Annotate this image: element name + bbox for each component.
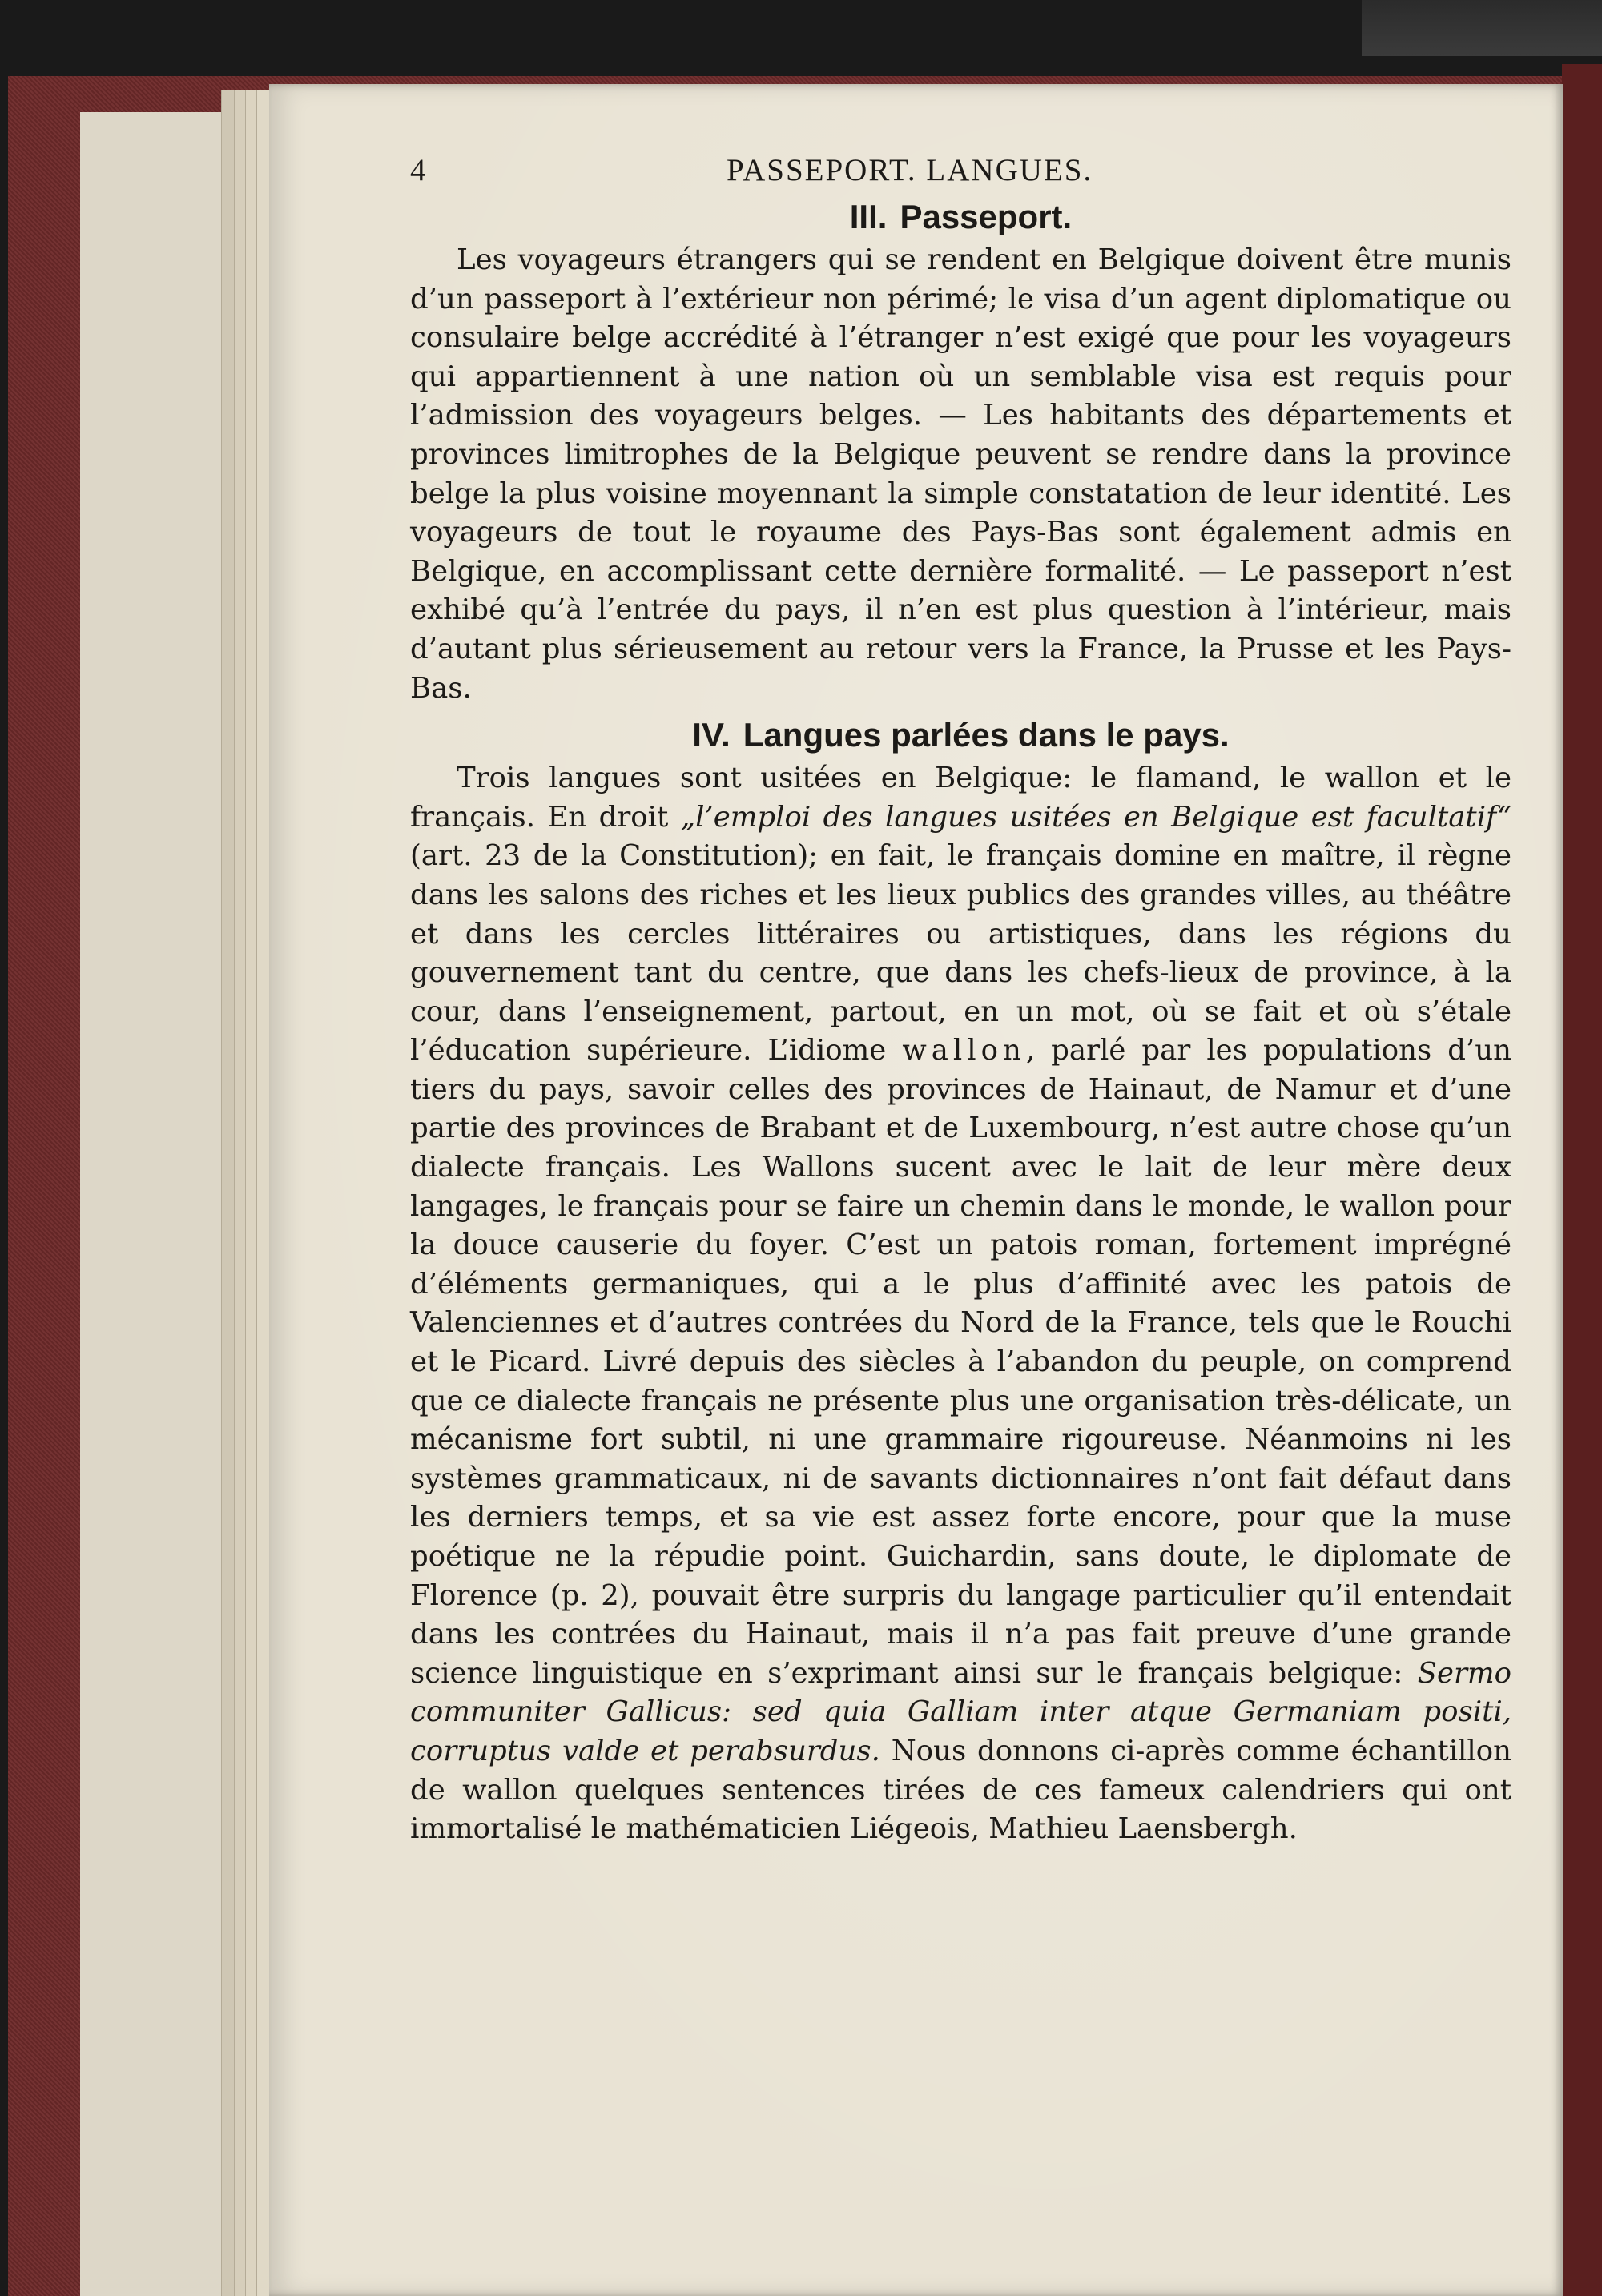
section-title: Passeport. bbox=[900, 198, 1073, 235]
page-number: 4 bbox=[410, 153, 427, 187]
latin-quote: Sermo communiter Gallicus: sed quia Galliam inter atque Germaniam positi, corruptus valde et perabsurdus. bbox=[410, 1656, 1511, 1767]
section-heading-passeport bbox=[410, 193, 1511, 241]
running-title: PASSEPORT. LANGUES. bbox=[727, 153, 1093, 187]
quote-constitution: „l’emploi des langues usitées en Belgique est facultatif“ bbox=[680, 800, 1511, 834]
paragraph-passeport: Les voyageurs étrangers qui se rendent en Belgique doivent être munis d’un passeport à l’extérieur non périmé; le visa d’un agent diplomatique ou consulaire belge accrédité à l’étranger n’est exigé que pour les voyageurs qui appartiennent à une nation où un semblable visa est requis pour l’admission des voyageurs belges. — Les habitants des départements et provinces limitrophes de la Belgique peuvent se rendre dans la province belge la plus voisine moyennant la simple constatation de leur identité. Les voyageurs de tout le royaume des Pays-Bas sont également admis en Belgique, en accomplissant cette dernière formalité. — Le passeport n’est exhibé qu’à l’entrée du pays, il n’en est plus question à l’intérieur, mais d’autant plus sérieusement au retour vers la France, la Prusse et les Pays-Bas. bbox=[410, 243, 1511, 705]
paragraph-langues bbox=[410, 759, 1511, 1849]
text-run: Trois langues sont usitées en Belgique: le flamand, le wallon et le français. En droit bbox=[410, 762, 1511, 834]
section-title: Langues parlées dans le pays. bbox=[743, 716, 1230, 754]
book-cover-edge bbox=[1562, 64, 1602, 2296]
running-head bbox=[410, 148, 1511, 193]
section-heading-langues bbox=[410, 711, 1511, 759]
text-run: (art. 23 de la Constitution); en fait, le français domine en maître, il règne dans les salons des riches et les lieux publics des grandes villes, au théâtre et dans les cercles littéraires ou artistiques, dans les régions du gouvernement tant du centre, que dans les chefs-lieux de province, à la cour, dans l’enseignement, partout, en un mot, où se fait et où s’étale l’éducation supérieure. L’idiome bbox=[410, 839, 1511, 1068]
spaced-word-wallon: wallon bbox=[902, 1034, 1026, 1068]
text-run: , parlé par les populations d’un tiers du pays, savoir celles des provinces de Hainaut, de Namur et d’une partie des provinces de Brabant et de Luxembourg, n’est autre chose qu’un dialecte français. Les Wallons sucent avec le lait de leur mère deux langages, le français pour se faire un chemin dans le monde, le wallon pour la douce causerie du foyer. C’est un patois roman, fortement imprégné d’éléments germaniques, qui a le plus d’affinité avec les patois de Valenciennes et d’autres contrées du Nord de la France, tels que le Rouchi et le Picard. Livré depuis des siècles à l’abandon du peuple, on comprend que ce dialecte français ne présente plus une organisation très-délicate, un mécanisme fort subtil, ni une grammaire rigoureuse. Néanmoins ni les systèmes grammaticaux, ni de savants dictionnaires n’ont fait défaut dans les derniers temps, et sa vie est assez forte encore, pour que la muse poétique ne la répudie point. Guichardin, sans doute, le diplomate de Florence (p. 2), pouvait être surpris du langage particulier qu’il entendait dans les contrées du Hainaut, mais il n’a pas fait preuve d’une grande science linguistique en s’exprimant ainsi sur le français belgique: bbox=[410, 1034, 1511, 1690]
section-number: III. bbox=[849, 198, 888, 235]
page-text bbox=[410, 148, 1511, 1849]
text-run: Nous donnons ci-après comme échantillon de wallon quelques sentences tirées de ces fameux calendriers qui ont immortalisé le mathématicien Liégeois, Mathieu Laensbergh. bbox=[410, 1734, 1511, 1846]
section-number: IV. bbox=[692, 716, 731, 754]
book-cover-corner bbox=[1362, 0, 1602, 56]
endpaper bbox=[80, 112, 240, 2296]
